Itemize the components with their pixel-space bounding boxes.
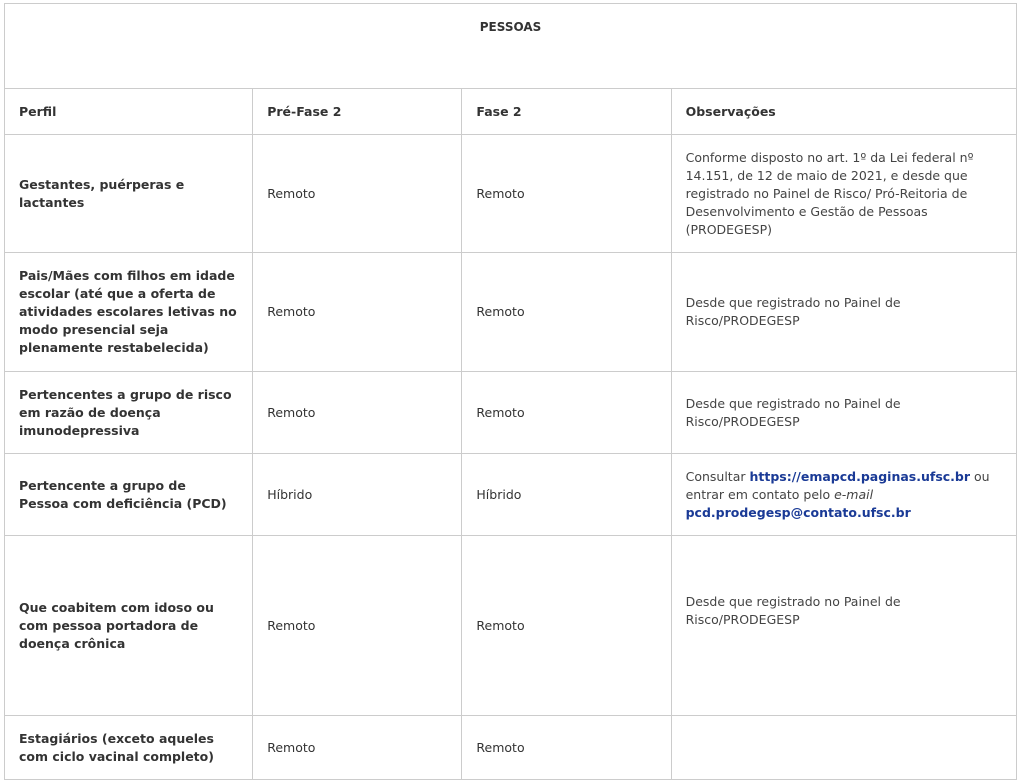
pre-fase-cell: Remoto bbox=[253, 253, 462, 372]
fase-cell: Remoto bbox=[462, 536, 671, 716]
obs-middle: ou entrar em contato pelo bbox=[685, 468, 990, 502]
emapcd-link[interactable]: https://emapcd.paginas.ufsc.br bbox=[749, 468, 971, 484]
pre-fase-cell: Híbrido bbox=[253, 454, 462, 536]
pre-fase-cell: Remoto bbox=[253, 536, 462, 716]
email-label: e-mail bbox=[834, 486, 874, 502]
obs-cell: Desde que registrado no Painel de Risco/PRODEGESP bbox=[671, 536, 1016, 716]
perfil-cell: Pertencentes a grupo de risco em razão de doença imunodepressiva bbox=[5, 372, 253, 454]
pessoas-table bbox=[4, 3, 1017, 780]
table-row bbox=[5, 536, 1017, 716]
table-title: PESSOAS bbox=[5, 4, 1017, 89]
pre-fase-cell: Remoto bbox=[253, 372, 462, 454]
perfil-cell: Pais/Mães com filhos em idade escolar (até que a oferta de atividades escolares letivas no modo presencial seja plenamente restabelecida) bbox=[5, 253, 253, 372]
header-observacoes: Observações bbox=[671, 89, 1016, 135]
perfil-cell: Que coabitem com idoso ou com pessoa portadora de doença crônica bbox=[5, 536, 253, 716]
header-pre-fase-2: Pré-Fase 2 bbox=[253, 89, 462, 135]
obs-cell: Desde que registrado no Painel de Risco/PRODEGESP bbox=[671, 253, 1016, 372]
header-perfil: Perfil bbox=[5, 89, 253, 135]
obs-prefix: Consultar bbox=[685, 468, 750, 484]
obs-cell bbox=[671, 454, 1016, 536]
table-row bbox=[5, 716, 1017, 780]
table-row bbox=[5, 135, 1017, 253]
perfil-cell: Pertencente a grupo de Pessoa com deficiência (PCD) bbox=[5, 454, 253, 536]
obs-cell: Desde que registrado no Painel de Risco/PRODEGESP bbox=[671, 372, 1016, 454]
obs-cell bbox=[671, 716, 1016, 780]
pre-fase-cell: Remoto bbox=[253, 716, 462, 780]
fase-cell: Remoto bbox=[462, 253, 671, 372]
table-row bbox=[5, 454, 1017, 536]
header-row bbox=[5, 89, 1017, 135]
fase-cell: Remoto bbox=[462, 372, 671, 454]
table-row bbox=[5, 372, 1017, 454]
obs-cell: Conforme disposto no art. 1º da Lei federal nº 14.151, de 12 de maio de 2021, e desde que registrado no Painel de Risco/ Pró-Reitoria de Desenvolvimento e Gestão de Pessoas (PRODEGESP) bbox=[671, 135, 1016, 253]
perfil-cell: Gestantes, puérperas e lactantes bbox=[5, 135, 253, 253]
fase-cell: Remoto bbox=[462, 135, 671, 253]
table-row bbox=[5, 253, 1017, 372]
fase-cell: Híbrido bbox=[462, 454, 671, 536]
perfil-cell: Estagiários (exceto aqueles com ciclo vacinal completo) bbox=[5, 716, 253, 780]
pre-fase-cell: Remoto bbox=[253, 135, 462, 253]
fase-cell: Remoto bbox=[462, 716, 671, 780]
header-fase-2: Fase 2 bbox=[462, 89, 671, 135]
pcd-email-link[interactable]: pcd.prodegesp@contato.ufsc.br bbox=[685, 504, 911, 520]
